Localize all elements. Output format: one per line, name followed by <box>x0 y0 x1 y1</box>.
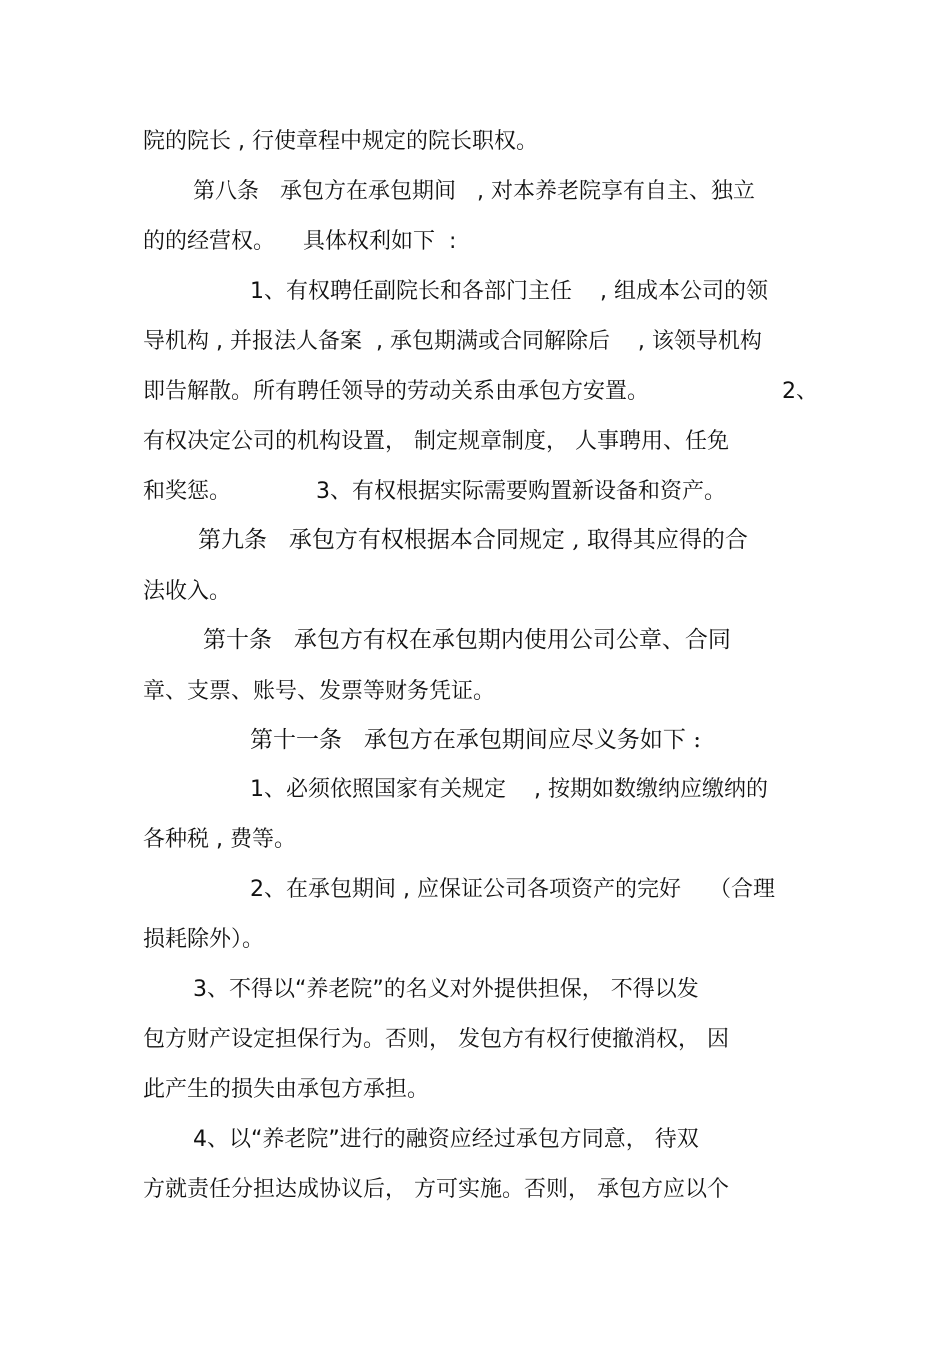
text-line: 有权决定公司的机构设置， 制定规章制度， 人事聘用、任免 <box>143 429 729 454</box>
text-line: 和奖惩。 <box>143 479 232 504</box>
text-line: 即告解散。所有聘任领导的劳动关系由承包方安置。 <box>143 379 650 404</box>
text-line: 3、有权根据实际需要购置新设备和资产。 <box>316 479 726 504</box>
text-line: 章、支票、账号、发票等财务凭证。 <box>143 679 496 704</box>
text-line: 方就责任分担达成协议后， 方可实施。否则， 承包方应以个 <box>143 1177 729 1202</box>
text-line: 1、有权聘任副院长和各部门主任 , 组成本公司的领 <box>250 279 768 304</box>
text-line: 各种税 , 费等。 <box>143 827 296 852</box>
article-8-heading: 第八条 承包方在承包期间 , 对本养老院享有自主、独立 <box>193 179 755 204</box>
article-11-heading: 第十一条 承包方在承包期间应尽义务如下 : <box>250 727 701 753</box>
article-9-heading: 第九条 承包方有权根据本合同规定 , 取得其应得的合 <box>198 527 748 553</box>
text-line: 的的经营权。 具体权利如下 : <box>143 229 457 254</box>
article-10-heading: 第十条 承包方有权在承包期内使用公司公章、合同 <box>203 627 731 653</box>
text-line: 4、以“养老院”进行的融资应经过承包方同意， 待双 <box>193 1127 699 1152</box>
text-line: 导机构 , 并报法人备案 , 承包期满或合同解除后 , 该领导机构 <box>143 329 762 354</box>
text-line: 此产生的损失由承包方承担。 <box>143 1077 430 1102</box>
list-number: 2、 <box>782 379 818 404</box>
text-line: 2、在承包期间 , 应保证公司各项资产的完好 （合理 <box>250 877 775 902</box>
text-line: 损耗除外）。 <box>143 927 265 952</box>
text-line: 1、必须依照国家有关规定 , 按期如数缴纳应缴纳的 <box>250 777 768 802</box>
text-line: 3、不得以“养老院”的名义对外提供担保， 不得以发 <box>193 977 699 1002</box>
text-line: 包方财产设定担保行为。否则， 发包方有权行使撤消权， 因 <box>143 1027 729 1052</box>
text-line: 法收入。 <box>143 579 232 604</box>
text-line: 院的院长 , 行使章程中规定的院长职权。 <box>143 129 538 154</box>
